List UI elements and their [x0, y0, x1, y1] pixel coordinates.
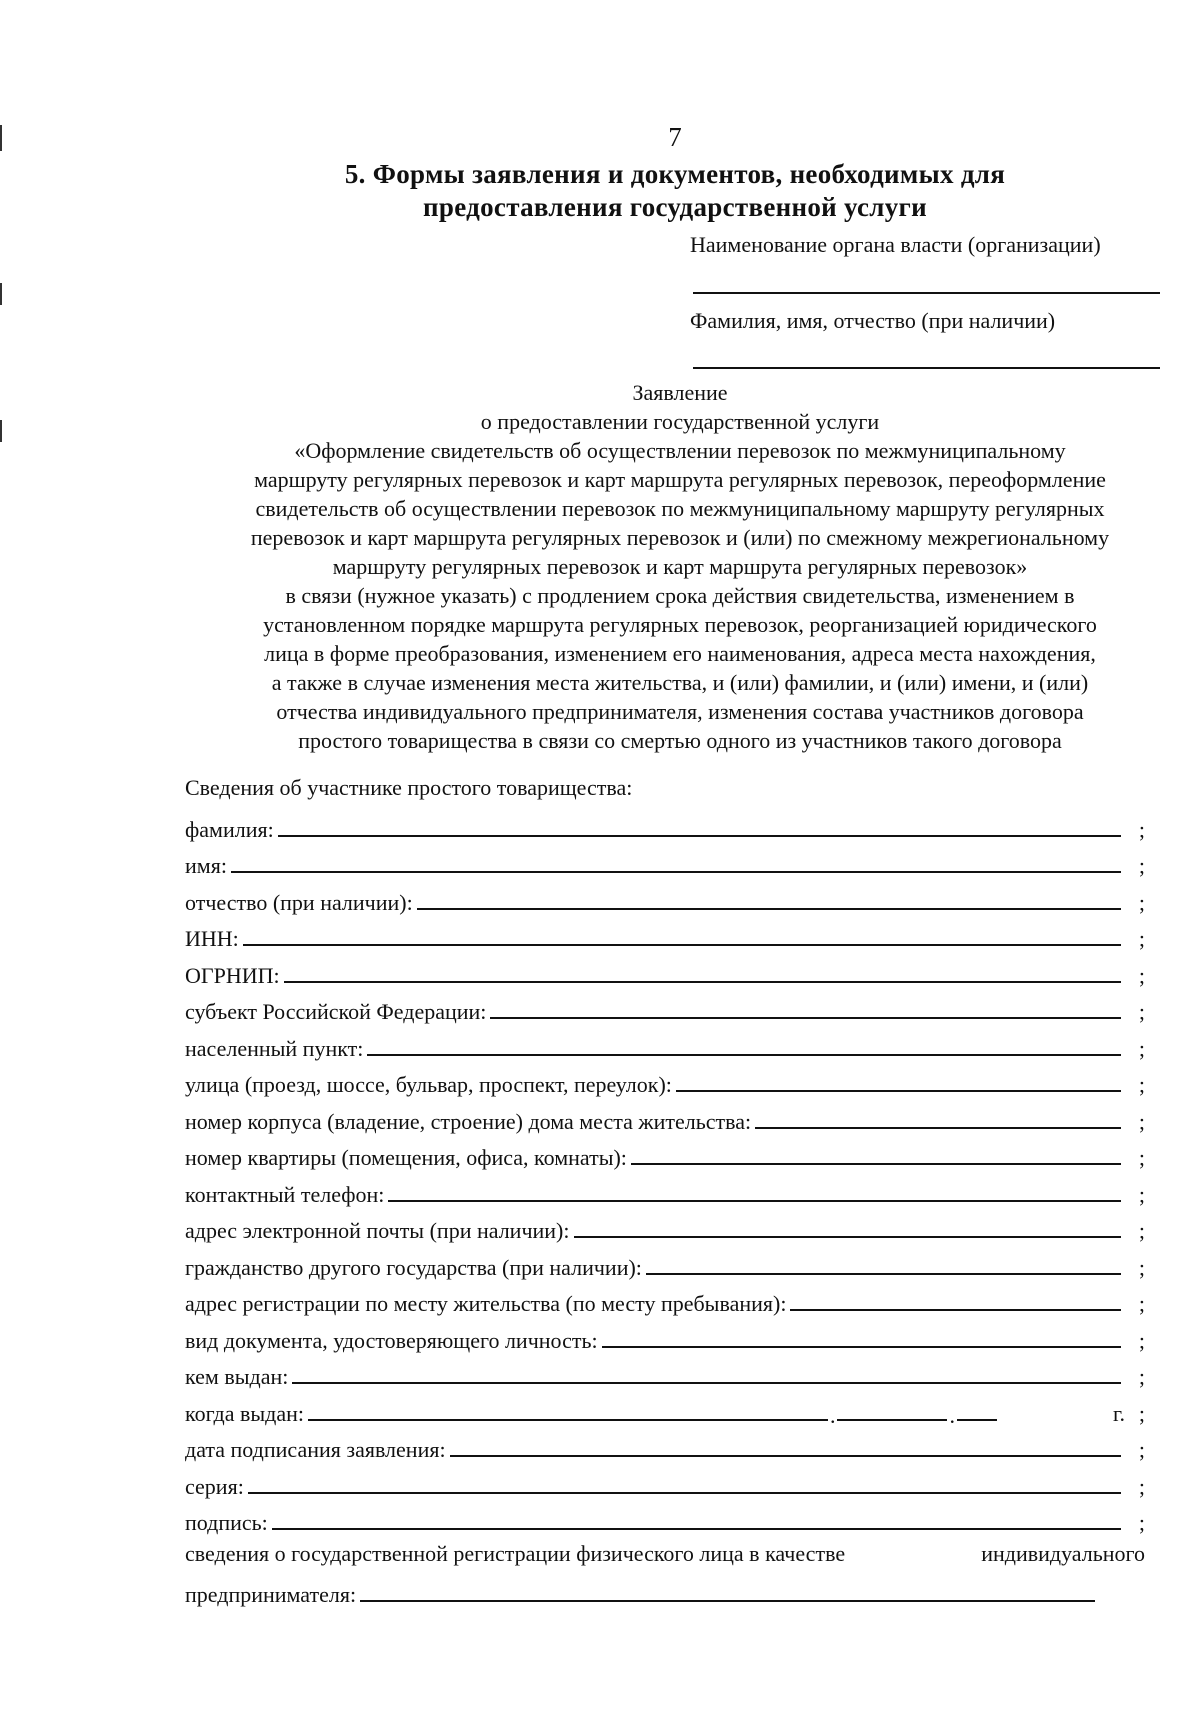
service-line: маршруту регулярных перевозок и карт маршрута регулярных перевозок, переоформление [254, 467, 1106, 492]
row-end: ; [1138, 853, 1145, 878]
form-field-label: имя: [185, 853, 227, 878]
form-field-blank[interactable] [646, 1273, 1121, 1275]
registration-blank[interactable] [360, 1600, 1095, 1602]
form-field-row [185, 1354, 1145, 1391]
section-title [200, 158, 1150, 224]
form-field-blank[interactable] [284, 981, 1121, 983]
row-end: ; [1138, 1254, 1145, 1280]
form-field-label: адрес регистрации по месту жительства (по месту пребывания): [185, 1291, 787, 1316]
issue-month-blank[interactable] [837, 1419, 947, 1421]
form-field-blank[interactable] [676, 1090, 1121, 1092]
form-field-label: населенный пункт: [185, 1035, 364, 1061]
form-field-blank[interactable] [248, 1492, 1121, 1494]
form-field-blank[interactable] [417, 908, 1121, 910]
form-field-label: кем выдан: [185, 1364, 289, 1389]
row-end: ; [1138, 1181, 1145, 1207]
row-end: ; [1138, 1327, 1145, 1353]
form-field-row [185, 1135, 1145, 1172]
form-field-label: ИНН: [185, 926, 239, 951]
form-field-label: номер корпуса (владение, строение) дома места жительства: [185, 1108, 752, 1134]
row-end: ; [1138, 962, 1145, 988]
form-field-blank[interactable] [292, 1382, 1121, 1384]
service-line: маршруту регулярных перевозок и карт маршрута регулярных перевозок» [332, 554, 1028, 579]
reason-line: лица в форме преобразования, изменением его наименования, адреса места нахождения, [264, 641, 1096, 666]
form-field-label: номер квартиры (помещения, офиса, комнаты): [185, 1145, 627, 1170]
form-field-row [185, 1463, 1145, 1500]
row-end: ; [1138, 1473, 1145, 1499]
issue-day-blank[interactable] [308, 1419, 828, 1421]
scan-edge-mark [0, 420, 2, 442]
participant-field-list [185, 806, 1145, 1390]
reason-line: а также в случае изменения места жительства, и (или) фамилии, и (или) имени, и (или) [271, 670, 1089, 695]
form-field-row [185, 989, 1145, 1026]
form-field-label: ОГРНИП: [185, 962, 280, 988]
issue-date-label: когда выдан: [185, 1400, 304, 1426]
form-field-label: отчество (при наличии): [185, 889, 413, 915]
form-field-row [185, 916, 1145, 953]
form-field-label: адрес электронной почты (при наличии): [185, 1218, 570, 1243]
form-field-row [185, 806, 1145, 843]
statement-subheading: о предоставлении государственной услуги [480, 409, 880, 434]
registration-label-2: предпринимателя: [185, 1582, 357, 1607]
row-end: ; [1138, 1291, 1145, 1316]
form-field-blank[interactable] [367, 1054, 1121, 1056]
registration-label-right: индивидуального [981, 1541, 1145, 1566]
issue-year-blank[interactable] [957, 1419, 997, 1421]
row-end: ; [1138, 999, 1145, 1024]
form-field-blank[interactable] [243, 944, 1121, 946]
reason-line: установленном порядке маршрута регулярных перевозок, реорганизацией юридического [263, 612, 1097, 637]
form-field-row [185, 1427, 1145, 1464]
form-field-blank[interactable] [272, 1528, 1121, 1530]
form-field-label: фамилия: [185, 816, 274, 842]
row-end: ; [1138, 1364, 1145, 1389]
section-title-line: предоставления государственной услуги [423, 192, 927, 222]
form-field-blank[interactable] [574, 1236, 1122, 1238]
authority-blank-line[interactable] [693, 292, 1160, 294]
registration-row [185, 1536, 1145, 1572]
form-field-row [185, 879, 1145, 916]
form-field-label: контактный телефон: [185, 1181, 385, 1207]
year-suffix: г. [1112, 1400, 1125, 1426]
row-end: ; [1138, 1145, 1145, 1170]
form-field-row [185, 1244, 1145, 1281]
form-field-label: дата подписания заявления: [185, 1437, 446, 1462]
form-field-blank[interactable] [490, 1017, 1121, 1019]
form-field-blank[interactable] [278, 835, 1121, 837]
service-line: свидетельств об осуществлении перевозок по межмуниципальному маршруту регулярных [255, 496, 1105, 521]
row-end: ; [1138, 1108, 1145, 1134]
form-field-row [185, 952, 1145, 989]
reason-text [185, 581, 1175, 755]
service-line: «Оформление свидетельств об осуществлении перевозок по межмуниципальному [294, 438, 1066, 463]
form-field-blank[interactable] [631, 1163, 1121, 1165]
row-end: ; [1138, 1072, 1145, 1097]
form-field-row [185, 1281, 1145, 1318]
form-field-row [185, 1317, 1145, 1354]
form-field-blank[interactable] [450, 1455, 1121, 1457]
service-name [185, 436, 1175, 581]
participant-form [185, 770, 1145, 1608]
registration-label-left: сведения о государственной регистрации физического лица в качестве [185, 1541, 846, 1566]
fio-blank-line[interactable] [693, 367, 1160, 369]
service-line: перевозок и карт маршрута регулярных перевозок и (или) по смежному межрегиональному [250, 525, 1110, 550]
fio-label: Фамилия, имя, отчество (при наличии) [690, 308, 1056, 333]
form-field-label: субъект Российской Федерации: [185, 999, 487, 1024]
row-end: ; [1138, 816, 1145, 842]
form-field-label: подпись: [185, 1510, 268, 1535]
row-end: ; [1138, 926, 1145, 951]
date-separator: . [949, 1402, 955, 1428]
reason-line: отчества индивидуального предпринимателя, изменения состава участников договора [276, 699, 1084, 724]
statement-heading: Заявление [632, 380, 728, 405]
form-field-blank[interactable] [602, 1346, 1121, 1348]
page-number: 7 [668, 122, 682, 152]
row-end: ; [1138, 1437, 1145, 1462]
form-field-row [185, 843, 1145, 880]
section-title-line: 5. Формы заявления и документов, необходимых для [344, 159, 1006, 189]
registration-row-2 [185, 1572, 1145, 1608]
statement-block [185, 378, 1175, 755]
reason-line: простого товарищества в связи со смертью одного из участников такого договора [298, 728, 1062, 753]
form-field-blank[interactable] [790, 1309, 1121, 1311]
form-field-row [185, 1098, 1145, 1135]
date-separator: . [829, 1402, 836, 1428]
form-field-row [185, 1171, 1145, 1208]
participant-field-list-after [185, 1427, 1145, 1537]
form-field-row [185, 1062, 1145, 1099]
row-end: ; [1138, 1400, 1145, 1426]
issue-date-blanks [308, 1402, 1107, 1428]
scan-edge-mark [0, 283, 2, 305]
row-end: ; [1138, 889, 1145, 915]
participant-section-header: Сведения об участнике простого товарищества: [185, 775, 633, 800]
reason-line: в связи (нужное указать) с продлением срока действия свидетельства, изменением в [285, 583, 1075, 608]
form-field-label: улица (проезд, шоссе, бульвар, проспект, переулок): [185, 1072, 672, 1097]
authority-label: Наименование органа власти (организации) [690, 232, 1101, 257]
form-field-label: гражданство другого государства (при наличии): [185, 1254, 642, 1280]
form-field-row [185, 1500, 1145, 1537]
form-field-row [185, 1025, 1145, 1062]
form-field-blank[interactable] [388, 1200, 1121, 1202]
issue-date-row [185, 1390, 1145, 1427]
row-end: ; [1138, 1510, 1145, 1535]
row-end: ; [1138, 1218, 1145, 1243]
form-field-blank[interactable] [231, 871, 1121, 873]
form-field-label: вид документа, удостоверяющего личность: [185, 1327, 598, 1353]
form-field-label: серия: [185, 1473, 244, 1499]
form-field-row [185, 1208, 1145, 1245]
form-field-blank[interactable] [755, 1127, 1121, 1129]
row-end: ; [1138, 1035, 1145, 1061]
